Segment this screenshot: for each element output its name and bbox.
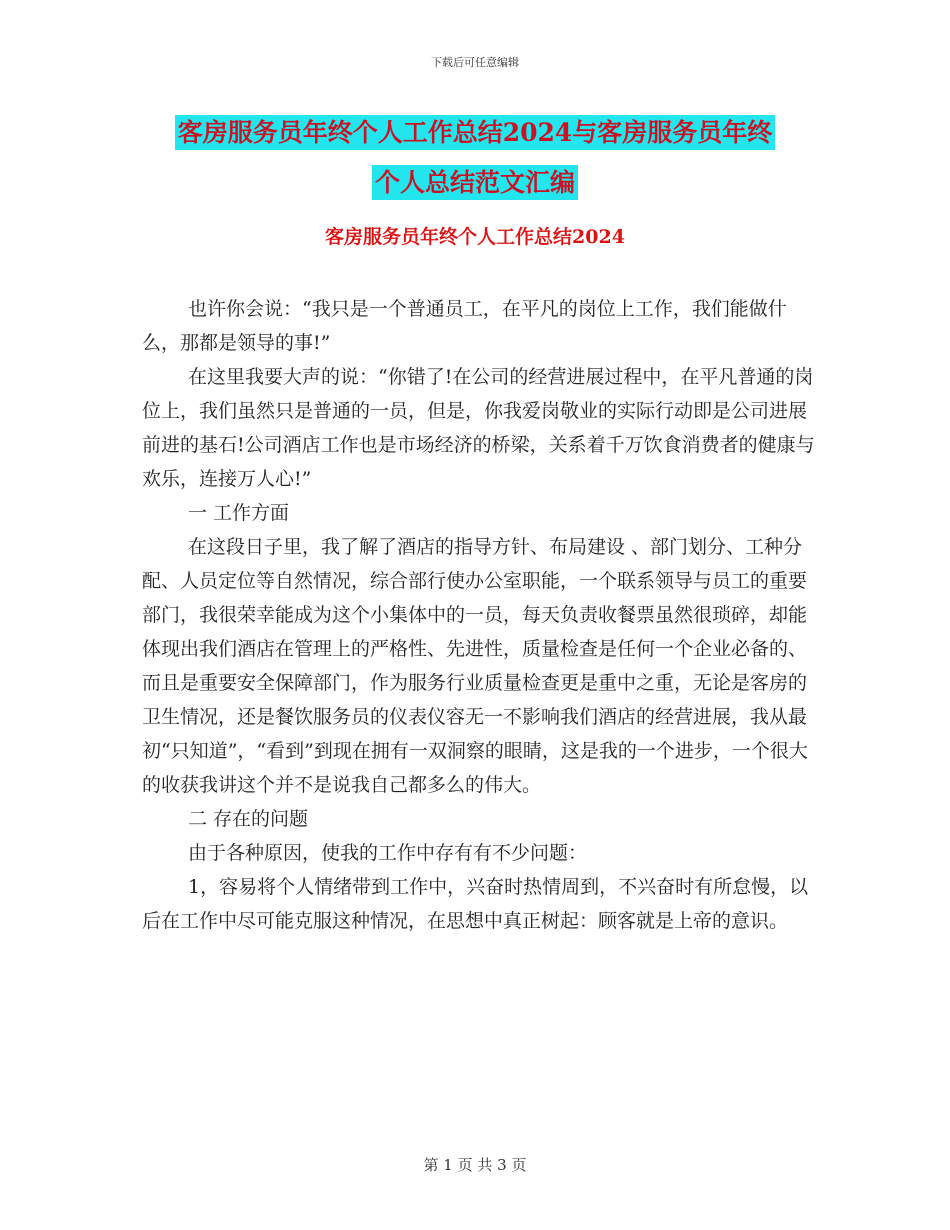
paragraph: 1，容易将个人情绪带到工作中，兴奋时热情周到，不兴奋时有所怠慢，以后在工作中尽可能克服这种情况，在思想中真正树起：顾客就是上帝的意识。 bbox=[142, 876, 809, 932]
paragraph: 也许你会说：“我只是一个普通员工，在平凡的岗位上工作，我们能做什么，那都是领导的事!” bbox=[142, 298, 787, 354]
section-title: 客房服务员年终个人工作总结2024 bbox=[325, 226, 625, 248]
subheading: 一 工作方面 bbox=[188, 502, 290, 524]
document-title bbox=[0, 108, 950, 208]
subheading: 二 存在的问题 bbox=[188, 808, 309, 830]
paragraph: 在这里我要大声的说：“你错了!在公司的经营进展过程中，在平凡普通的岗位上，我们虽然只是普通的一员，但是，你我爱岗敬业的实际行动即是公司进展前进的基石!公司酒店工作也是市场经济的桥梁，关系着千万饮食消费者的健康与欢乐，连接万人心!” bbox=[142, 366, 815, 490]
document-body bbox=[142, 292, 822, 938]
title-line-1: 客房服务员年终个人工作总结2024与客房服务员年终 bbox=[175, 115, 776, 150]
paragraph: 由于各种原因，使我的工作中存有有不少问题： bbox=[188, 842, 588, 864]
title-line-2: 个人总结范文汇编 bbox=[372, 165, 578, 200]
paragraph: 在这段日子里，我了解了酒店的指导方针、布局建设 、部门划分、工种分配、人员定位等自然情况，综合部行使办公室职能，一个联系领导与员工的重要部门，我很荣幸能成为这个小集体中的一员，每天负责收餐票虽然很琐碎，却能体现出我们酒店在管理上的严格性、先进性，质量检查是任何一个企业必备的、而且是重要安全保障部门，作为服务行业质量检查更是重中之重，无论是客房的卫生情况，还是餐饮服务员的仪表仪容无一不影响我们酒店的经营进展，我从最初“只知道”，“看到”到现在拥有一双洞察的眼睛，这是我的一个进步，一个很大的收获我讲这个并不是说我自己都多么的伟大。 bbox=[142, 536, 808, 796]
header-note: 下载后可任意编辑 bbox=[431, 56, 519, 69]
page-footer: 第 1 页 共 3 页 bbox=[423, 1156, 527, 1174]
